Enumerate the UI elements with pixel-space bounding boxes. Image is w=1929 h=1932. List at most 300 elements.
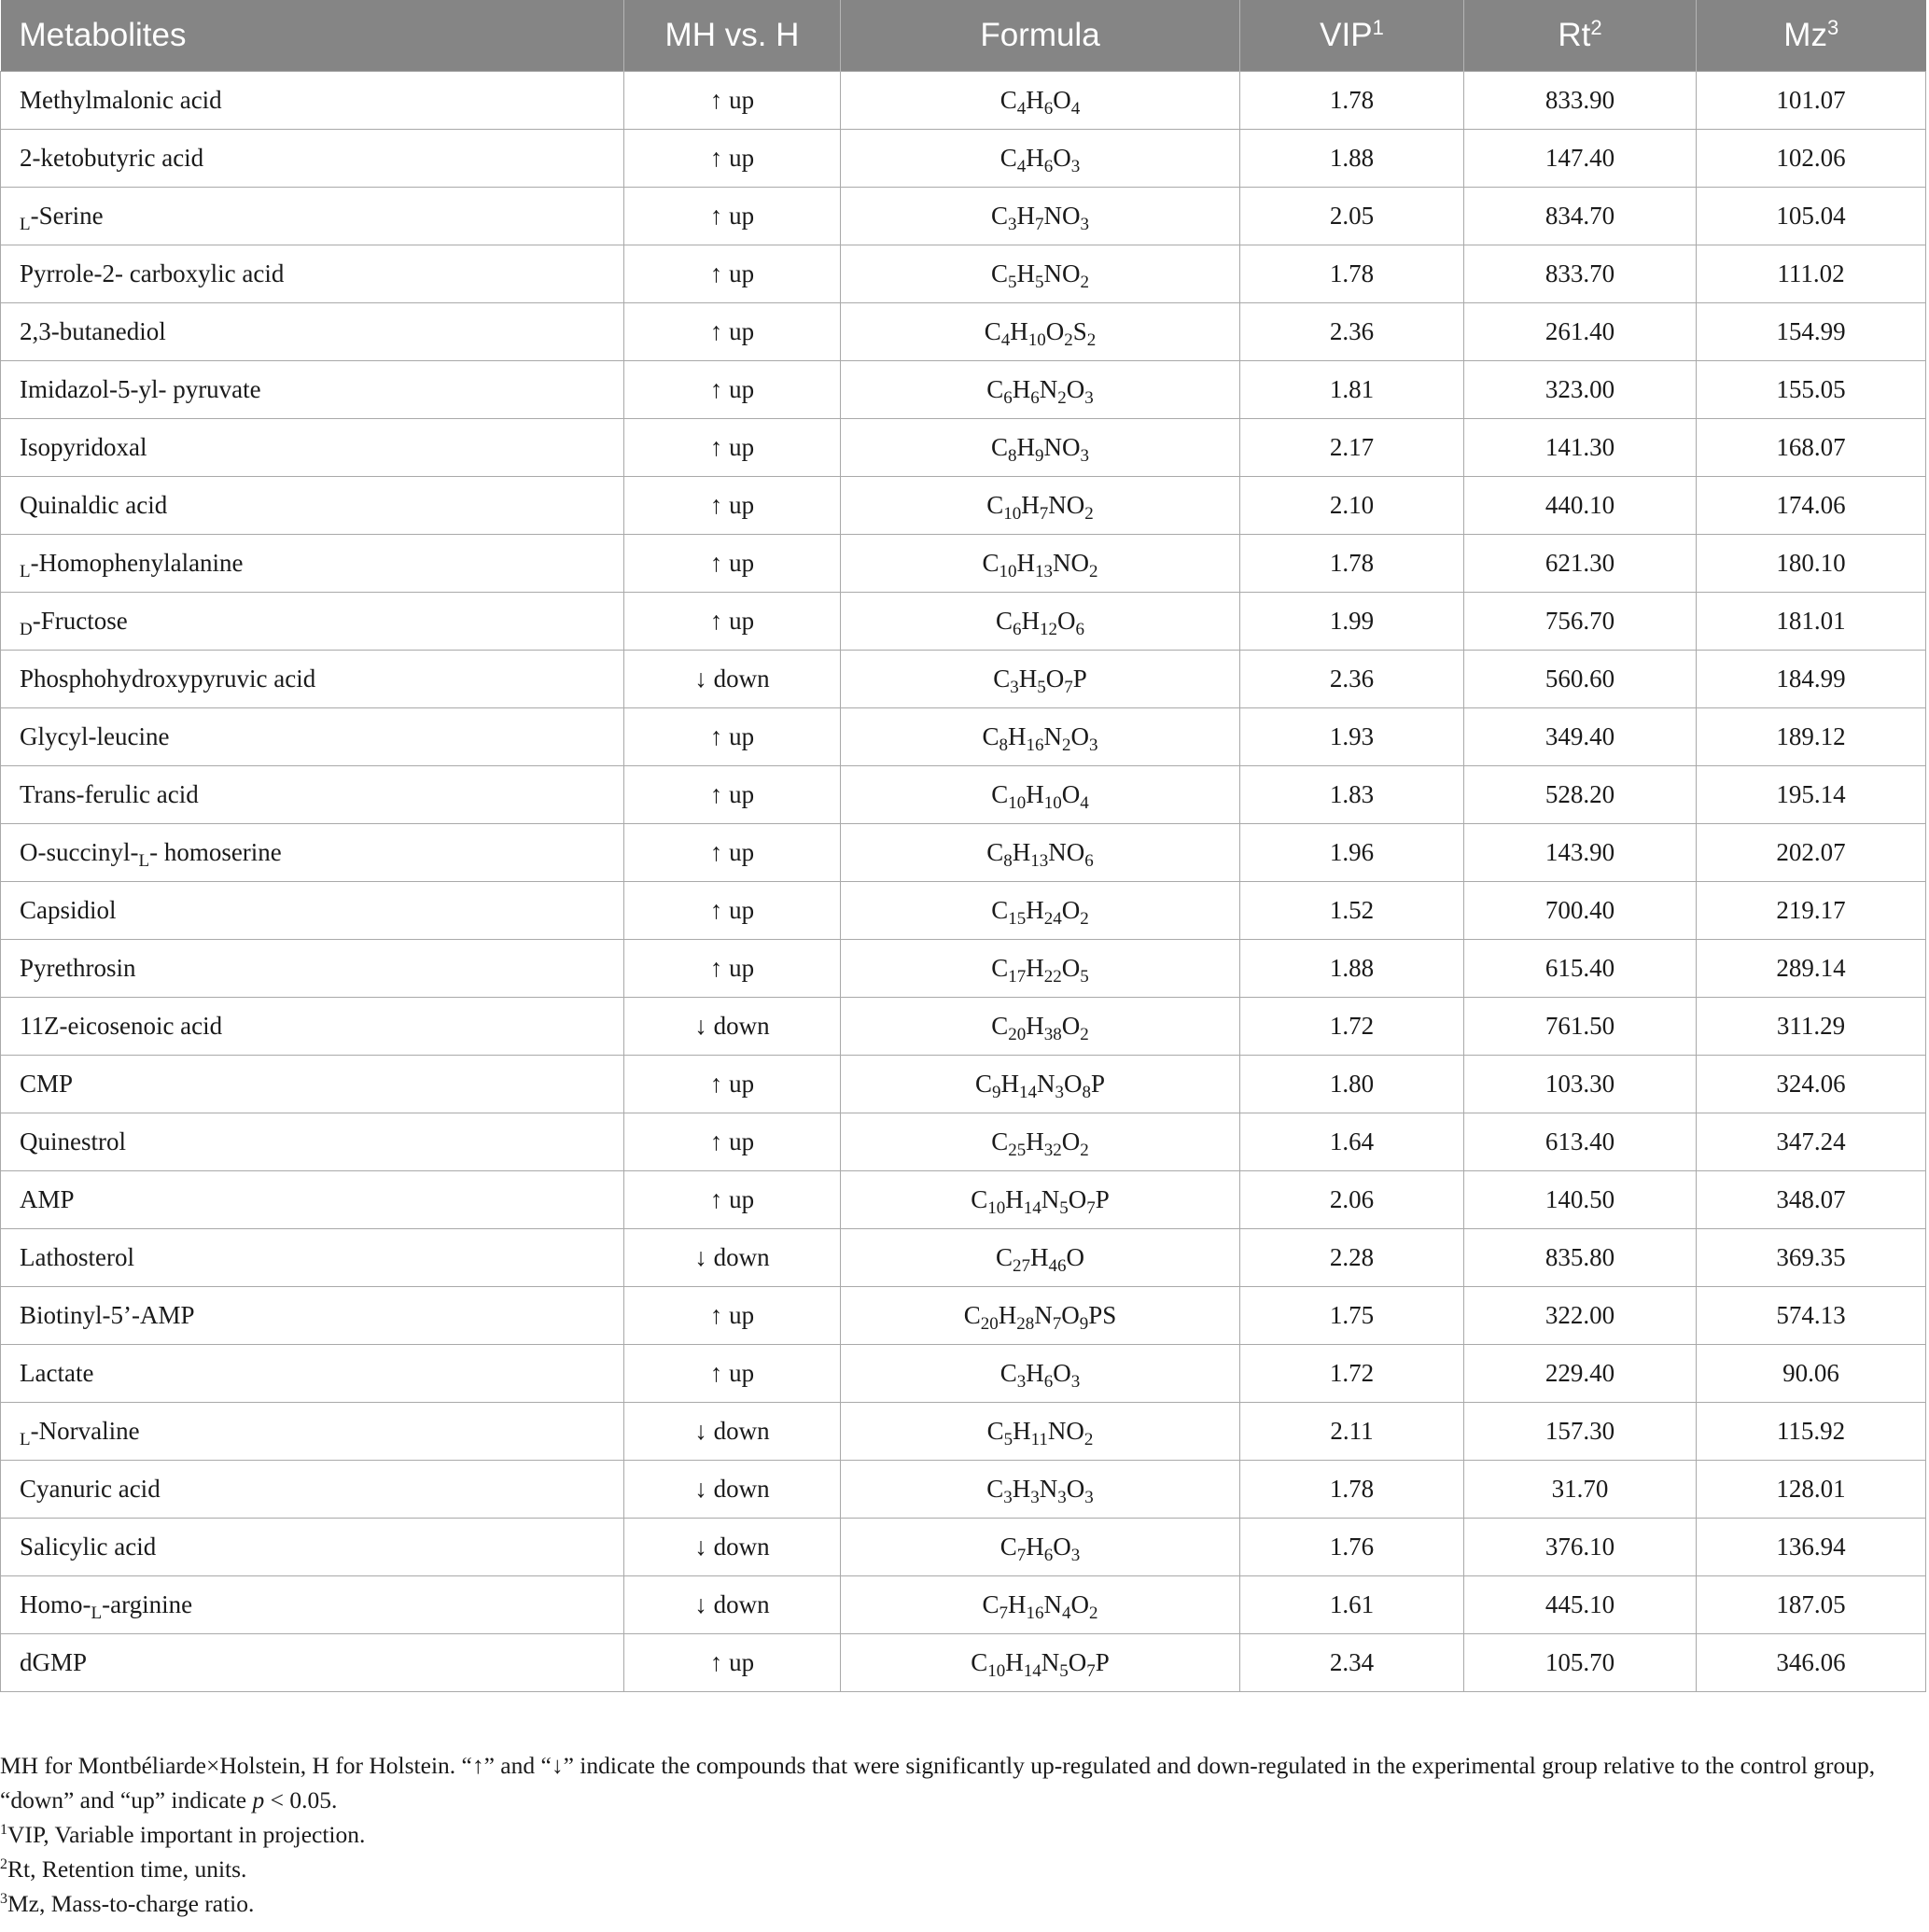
chemical-formula-part: P — [1072, 665, 1087, 693]
chemical-formula-part: C — [995, 1243, 1013, 1271]
table-row — [1, 303, 1926, 361]
vip-value: 1.76 — [1240, 1519, 1464, 1576]
rt-value: 834.70 — [1464, 188, 1697, 245]
mz-value: 289.14 — [1697, 940, 1926, 998]
chemical-formula-part: 20 — [1008, 1025, 1027, 1044]
metabolite-name-part: AMP — [20, 1185, 75, 1213]
chemical-formula-part: H — [1008, 1590, 1027, 1618]
mz-value: 324.06 — [1697, 1056, 1926, 1113]
metabolite-name — [1, 303, 624, 361]
metabolite-name-part: Biotinyl-5’-AMP — [20, 1301, 195, 1329]
chemical-formula-part: 2 — [1080, 1025, 1089, 1044]
rt-value: 615.40 — [1464, 940, 1697, 998]
metabolite-name-part: Pyrethrosin — [20, 954, 136, 982]
chemical-formula-part: NO — [1043, 433, 1081, 461]
chemical-formula-part: O — [1063, 1070, 1083, 1098]
chemical-formula-part: 5 — [1008, 273, 1017, 292]
header-vip: VIP$^1$ — [1240, 0, 1464, 72]
chemical-formula-part: 2 — [1057, 388, 1067, 408]
chemical-formula-part: 8 — [1003, 851, 1013, 871]
footnote-vip: $^1$VIP, Variable important in projection. — [0, 1821, 366, 1848]
chemical-formula-part: 8 — [1008, 446, 1017, 466]
rt-value: 621.30 — [1464, 535, 1697, 593]
metabolite-name — [1, 998, 624, 1056]
table-row — [1, 882, 1926, 940]
chemical-formula-part: 38 — [1043, 1025, 1062, 1044]
chemical-formula-part: NO — [1053, 549, 1089, 577]
vip-value: 1.75 — [1240, 1287, 1464, 1345]
chemical-formula-part: C — [999, 1533, 1017, 1561]
metabolite-name-part: Lactate — [20, 1359, 94, 1387]
chemical-formula-part: 6 — [1043, 1546, 1054, 1565]
rt-value: 261.40 — [1464, 303, 1697, 361]
header-mh-vs-h: MH vs. H — [624, 0, 841, 72]
chemical-formula — [841, 940, 1240, 998]
chemical-formula-part: 7 — [1039, 504, 1049, 524]
chemical-formula-part: H — [1030, 1243, 1049, 1271]
chemical-formula-part: C — [991, 954, 1009, 982]
regulation-change: ↑ up — [624, 361, 841, 419]
header-metabolites: Metabolites — [1, 0, 624, 72]
footnote-mz: $^3$Mz, Mass-to-charge ratio. — [0, 1890, 255, 1917]
chemical-formula-part: C — [971, 1185, 988, 1213]
chemical-formula — [841, 188, 1240, 245]
mz-value: 219.17 — [1697, 882, 1926, 940]
rt-value: 322.00 — [1464, 1287, 1697, 1345]
chemical-formula-part: 6 — [1043, 99, 1054, 119]
chemical-formula-part: O — [1061, 1127, 1081, 1155]
mz-value: 369.35 — [1697, 1229, 1926, 1287]
metabolite-name-part: Capsidiol — [20, 896, 117, 924]
table-row — [1, 361, 1926, 419]
chemical-formula-part: O — [1053, 1359, 1071, 1387]
chemical-formula-part: H — [1000, 1070, 1019, 1098]
chemical-formula-part: 7 — [1052, 1314, 1062, 1334]
footnote-main: MH for Montbéliarde×Holstein, H for Holstein. “↑” and “↓” indicate the compounds that were significantly up-regulated and down-regulated in the experimental group relative to the control group, “down” and “up” indicate p < 0.05. — [0, 1752, 1876, 1813]
chemical-formula-part: 10 — [1043, 793, 1062, 813]
chemical-formula — [841, 361, 1240, 419]
chemical-formula-part: 5 — [1059, 1198, 1069, 1218]
chemical-formula — [841, 998, 1240, 1056]
chemical-formula-part: 4 — [1000, 330, 1011, 350]
vip-value: 1.72 — [1240, 998, 1464, 1056]
table-row — [1, 130, 1926, 188]
chemical-formula — [841, 1576, 1240, 1634]
mz-value: 136.94 — [1697, 1519, 1926, 1576]
metabolite-name — [1, 766, 624, 824]
chemical-formula — [841, 245, 1240, 303]
chemical-formula-part: 6 — [1013, 620, 1022, 639]
chemical-formula-part: N — [1043, 722, 1062, 750]
chemical-formula-part: H — [1026, 1127, 1044, 1155]
table-row — [1, 708, 1926, 766]
table-row — [1, 1056, 1926, 1113]
vip-value: 1.99 — [1240, 593, 1464, 651]
metabolite-name-part: -Serine — [30, 202, 104, 230]
vip-value: 1.72 — [1240, 1345, 1464, 1403]
regulation-change: ↑ up — [624, 766, 841, 824]
table-row — [1, 1345, 1926, 1403]
chemical-formula — [841, 1113, 1240, 1171]
chemical-formula-part: H — [1008, 722, 1027, 750]
chemical-formula — [841, 1171, 1240, 1229]
rt-value: 528.20 — [1464, 766, 1697, 824]
chemical-formula-part: C — [990, 433, 1008, 461]
metabolite-name — [1, 477, 624, 535]
chemical-formula-part: H — [1012, 375, 1031, 403]
chemical-formula-part: 3 — [1089, 735, 1098, 755]
rt-value: 157.30 — [1464, 1403, 1697, 1461]
regulation-change: ↓ down — [624, 1519, 841, 1576]
vip-value: 1.88 — [1240, 130, 1464, 188]
chemical-formula-part: 6 — [1043, 157, 1054, 176]
chemical-formula-part: C — [999, 86, 1017, 114]
metabolite-name-part: -Homophenylalanine — [30, 549, 244, 577]
chemical-formula-part: C — [982, 549, 999, 577]
chemical-formula-part: 9 — [1079, 1314, 1089, 1334]
table-row — [1, 188, 1926, 245]
mz-value: 348.07 — [1697, 1171, 1926, 1229]
chemical-formula-part: 27 — [1013, 1256, 1030, 1276]
chemical-formula-part: C — [982, 1590, 999, 1618]
chemical-formula-part: N — [1034, 1301, 1053, 1329]
chemical-formula-part: NO — [1048, 491, 1085, 519]
chemical-formula-part: H — [1013, 1417, 1031, 1445]
chemical-formula-part: O — [1061, 896, 1081, 924]
table-row — [1, 593, 1926, 651]
mz-value: 155.05 — [1697, 361, 1926, 419]
mz-value: 101.07 — [1697, 72, 1926, 130]
metabolite-name-part: Homo- — [20, 1590, 91, 1618]
chemical-formula-part: 10 — [987, 1661, 1006, 1681]
chemical-formula-part: 8 — [999, 735, 1008, 755]
chemical-formula-part: 3 — [1084, 388, 1094, 408]
chemical-formula — [841, 419, 1240, 477]
chemical-formula-part: 2 — [1064, 330, 1073, 350]
regulation-change: ↑ up — [624, 72, 841, 130]
chemical-formula-part: 2 — [1089, 1603, 1098, 1623]
chemical-formula-part: 7 — [1016, 1546, 1027, 1565]
chemical-formula-part: H — [1026, 86, 1044, 114]
metabolite-name-part: Isopyridoxal — [20, 433, 147, 461]
mz-value: 128.01 — [1697, 1461, 1926, 1519]
mz-value: 181.01 — [1697, 593, 1926, 651]
header-mz: Mz$^3$ — [1697, 0, 1926, 72]
chemical-formula-part: O — [1045, 317, 1065, 345]
metabolite-name — [1, 361, 624, 419]
chemical-formula-part: 4 — [1062, 1603, 1071, 1623]
regulation-change: ↑ up — [624, 188, 841, 245]
metabolite-name — [1, 1345, 624, 1403]
chemical-formula-part: O — [1070, 722, 1089, 750]
vip-value: 1.78 — [1240, 1461, 1464, 1519]
chemical-formula-part: 3 — [1055, 1083, 1064, 1102]
chemical-formula-part: 2 — [1086, 330, 1097, 350]
chemical-formula-part: 6 — [1030, 388, 1040, 408]
regulation-change: ↑ up — [624, 708, 841, 766]
metabolite-name — [1, 708, 624, 766]
regulation-change: ↑ up — [624, 1345, 841, 1403]
table-row — [1, 1287, 1926, 1345]
mz-value: 346.06 — [1697, 1634, 1926, 1692]
rt-value: 349.40 — [1464, 708, 1697, 766]
chemical-formula-part: O — [1053, 1533, 1071, 1561]
metabolite-name-part: -Fructose — [32, 607, 128, 635]
rt-value: 560.60 — [1464, 651, 1697, 708]
chemical-formula-part: 15 — [1008, 909, 1027, 929]
chemical-formula — [841, 593, 1240, 651]
chemical-formula-part: 14 — [1018, 1083, 1037, 1102]
metabolite-name-part: L — [138, 851, 150, 871]
chemical-formula-part: 4 — [1070, 99, 1081, 119]
chemical-formula-part: C — [990, 202, 1008, 230]
table-footnotes — [0, 1748, 1925, 1921]
metabolite-name-part: - homoserine — [149, 838, 282, 866]
rt-value: 105.70 — [1464, 1634, 1697, 1692]
chemical-formula-part: P — [1095, 1648, 1110, 1676]
rt-value: 229.40 — [1464, 1345, 1697, 1403]
metabolite-name-part: 2,3-butanediol — [20, 317, 166, 345]
chemical-formula-part: 3 — [1003, 1488, 1013, 1507]
chemical-formula-part: 5 — [1037, 678, 1046, 697]
vip-value: 1.83 — [1240, 766, 1464, 824]
regulation-change: ↑ up — [624, 419, 841, 477]
metabolite-name — [1, 1287, 624, 1345]
regulation-change: ↑ up — [624, 824, 841, 882]
chemical-formula-part: NO — [1048, 838, 1085, 866]
chemical-formula — [841, 130, 1240, 188]
metabolite-name — [1, 882, 624, 940]
footnote-rt: $^2$Rt, Retention time, units. — [0, 1855, 247, 1883]
chemical-formula-part: O — [1045, 665, 1065, 693]
chemical-formula-part: H — [1026, 1359, 1044, 1387]
regulation-change: ↑ up — [624, 882, 841, 940]
table-row — [1, 651, 1926, 708]
metabolite-name-part: Quinaldic acid — [20, 491, 168, 519]
vip-value: 1.61 — [1240, 1576, 1464, 1634]
chemical-formula-part: H — [1012, 1475, 1031, 1503]
chemical-formula-part: C — [984, 317, 1001, 345]
chemical-formula-part: 3 — [1010, 678, 1019, 697]
vip-value: 2.10 — [1240, 477, 1464, 535]
metabolite-name — [1, 1229, 624, 1287]
metabolite-name-part: L — [91, 1603, 103, 1623]
chemical-formula-part: H — [1026, 780, 1044, 808]
chemical-formula-part: O — [1061, 954, 1081, 982]
chemical-formula-part: 13 — [1035, 562, 1053, 581]
chemical-formula-part: H — [1026, 144, 1044, 172]
metabolite-name-part: D — [20, 620, 33, 639]
chemical-formula-part: 5 — [1035, 273, 1044, 292]
mz-value: 202.07 — [1697, 824, 1926, 882]
chemical-formula-part: C — [986, 1417, 1004, 1445]
mz-value: 168.07 — [1697, 419, 1926, 477]
metabolite-name — [1, 130, 624, 188]
metabolite-name — [1, 535, 624, 593]
table-body — [1, 72, 1926, 1692]
chemical-formula-part: 16 — [1026, 1603, 1044, 1623]
metabolite-name-part: Salicylic acid — [20, 1533, 157, 1561]
chemical-formula-part: PS — [1088, 1301, 1117, 1329]
chemical-formula — [841, 1056, 1240, 1113]
chemical-formula-part: H — [1016, 433, 1035, 461]
chemical-formula-part: S — [1072, 317, 1087, 345]
table-row — [1, 1461, 1926, 1519]
vip-value: 1.78 — [1240, 535, 1464, 593]
vip-value: 2.34 — [1240, 1634, 1464, 1692]
chemical-formula-part: 11 — [1030, 1430, 1048, 1449]
regulation-change: ↑ up — [624, 1287, 841, 1345]
metabolite-name-part: -arginine — [102, 1590, 193, 1618]
chemical-formula-part: H — [1026, 1012, 1044, 1040]
table-row — [1, 1171, 1926, 1229]
chemical-formula-part: H — [1026, 954, 1044, 982]
chemical-formula-part: 3 — [1070, 157, 1081, 176]
chemical-formula-part: P — [1095, 1185, 1110, 1213]
rt-value: 440.10 — [1464, 477, 1697, 535]
chemical-formula-part: C — [999, 144, 1017, 172]
table-row — [1, 1403, 1926, 1461]
chemical-formula-part: 4 — [1016, 99, 1027, 119]
chemical-formula-part: H — [1026, 896, 1044, 924]
metabolite-name — [1, 1461, 624, 1519]
regulation-change: ↑ up — [624, 303, 841, 361]
vip-value: 1.88 — [1240, 940, 1464, 998]
rt-value: 835.80 — [1464, 1229, 1697, 1287]
chemical-formula-part: 7 — [1086, 1198, 1096, 1218]
chemical-formula-part: 2 — [1080, 273, 1089, 292]
chemical-formula-part: NO — [1047, 1417, 1084, 1445]
regulation-change: ↑ up — [624, 593, 841, 651]
rt-value: 613.40 — [1464, 1113, 1697, 1171]
mz-value: 174.06 — [1697, 477, 1926, 535]
chemical-formula — [841, 1345, 1240, 1403]
chemical-formula — [841, 1229, 1240, 1287]
chemical-formula-part: C — [986, 375, 1004, 403]
mz-value: 347.24 — [1697, 1113, 1926, 1171]
regulation-change: ↓ down — [624, 1461, 841, 1519]
chemical-formula-part: O — [1066, 1243, 1084, 1271]
chemical-formula-part: C — [995, 607, 1013, 635]
mz-value: 180.10 — [1697, 535, 1926, 593]
chemical-formula-part: C — [999, 1359, 1017, 1387]
mz-value: 111.02 — [1697, 245, 1926, 303]
table-row — [1, 1576, 1926, 1634]
chemical-formula-part: H — [1021, 607, 1040, 635]
chemical-formula-part: C — [986, 838, 1004, 866]
chemical-formula-part: 14 — [1023, 1198, 1041, 1218]
chemical-formula-part: H — [1026, 1533, 1044, 1561]
chemical-formula-part: 2 — [1083, 1430, 1094, 1449]
chemical-formula-part: 4 — [1016, 157, 1027, 176]
chemical-formula-part: H — [1018, 665, 1038, 693]
chemical-formula-part: O — [1066, 1475, 1085, 1503]
vip-value: 1.81 — [1240, 361, 1464, 419]
chemical-formula-part: 2 — [1080, 909, 1089, 929]
chemical-formula-part: P — [1090, 1070, 1106, 1098]
mz-value: 189.12 — [1697, 708, 1926, 766]
chemical-formula-part: 6 — [1084, 851, 1094, 871]
chemical-formula-part: 7 — [999, 1603, 1008, 1623]
rt-value: 756.70 — [1464, 593, 1697, 651]
chemical-formula-part: 25 — [1008, 1141, 1027, 1160]
regulation-change: ↑ up — [624, 940, 841, 998]
metabolite-name-part: Lathosterol — [20, 1243, 134, 1271]
rt-value: 103.30 — [1464, 1056, 1697, 1113]
chemical-formula-part: O — [1053, 144, 1071, 172]
chemical-formula-part: H — [1016, 549, 1035, 577]
chemical-formula-part: 3 — [1080, 446, 1089, 466]
regulation-change: ↑ up — [624, 130, 841, 188]
metabolite-name — [1, 651, 624, 708]
chemical-formula-part: 17 — [1008, 967, 1027, 987]
chemical-formula — [841, 535, 1240, 593]
metabolite-name-part: Cyanuric acid — [20, 1475, 161, 1503]
chemical-formula-part: C — [993, 665, 1011, 693]
chemical-formula-part: C — [991, 1012, 1009, 1040]
mz-value: 311.29 — [1697, 998, 1926, 1056]
vip-value: 1.52 — [1240, 882, 1464, 940]
metabolite-name — [1, 824, 624, 882]
metabolite-name-part: Trans-ferulic acid — [20, 780, 199, 808]
chemical-formula-part: 6 — [1003, 388, 1013, 408]
chemical-formula — [841, 824, 1240, 882]
regulation-change: ↓ down — [624, 1403, 841, 1461]
chemical-formula-part: 2 — [1084, 504, 1094, 524]
chemical-formula-part: 7 — [1035, 215, 1044, 234]
chemical-formula-part: C — [971, 1648, 988, 1676]
chemical-formula — [841, 1287, 1240, 1345]
chemical-formula-part: N — [1039, 1475, 1058, 1503]
mz-value: 187.05 — [1697, 1576, 1926, 1634]
metabolite-name — [1, 72, 624, 130]
chemical-formula-part: 7 — [1086, 1661, 1096, 1681]
chemical-formula-part: H — [1010, 317, 1028, 345]
chemical-formula-part: 9 — [1035, 446, 1044, 466]
chemical-formula — [841, 303, 1240, 361]
chemical-formula-part: N — [1036, 1070, 1055, 1098]
mz-value: 184.99 — [1697, 651, 1926, 708]
chemical-formula-part: 3 — [1070, 1372, 1081, 1392]
metabolite-name-part: L — [20, 215, 31, 234]
chemical-formula-part: C — [991, 1127, 1009, 1155]
chemical-formula-part: O — [1070, 1590, 1089, 1618]
chemical-formula-part: 13 — [1030, 851, 1049, 871]
metabolite-name — [1, 1171, 624, 1229]
chemical-formula-part: 6 — [1043, 1372, 1054, 1392]
chemical-formula-part: N — [1039, 375, 1058, 403]
chemical-formula-part: O — [1068, 1648, 1087, 1676]
chemical-formula — [841, 651, 1240, 708]
chemical-formula-part: 24 — [1043, 909, 1062, 929]
chemical-formula-part: N — [1041, 1648, 1060, 1676]
mz-value: 105.04 — [1697, 188, 1926, 245]
rt-value: 147.40 — [1464, 130, 1697, 188]
regulation-change: ↑ up — [624, 477, 841, 535]
chemical-formula — [841, 1519, 1240, 1576]
metabolite-name-part: Phosphohydroxypyruvic acid — [20, 665, 316, 693]
metabolite-name — [1, 419, 624, 477]
rt-value: 445.10 — [1464, 1576, 1697, 1634]
metabolite-name — [1, 245, 624, 303]
vip-value: 2.36 — [1240, 303, 1464, 361]
table-row — [1, 419, 1926, 477]
chemical-formula-part: 2 — [1062, 735, 1071, 755]
vip-value: 1.93 — [1240, 708, 1464, 766]
metabolite-name-part: Pyrrole-2- carboxylic acid — [20, 259, 285, 287]
metabolite-name-part: -Norvaline — [30, 1417, 140, 1445]
chemical-formula-part: H — [1016, 202, 1035, 230]
